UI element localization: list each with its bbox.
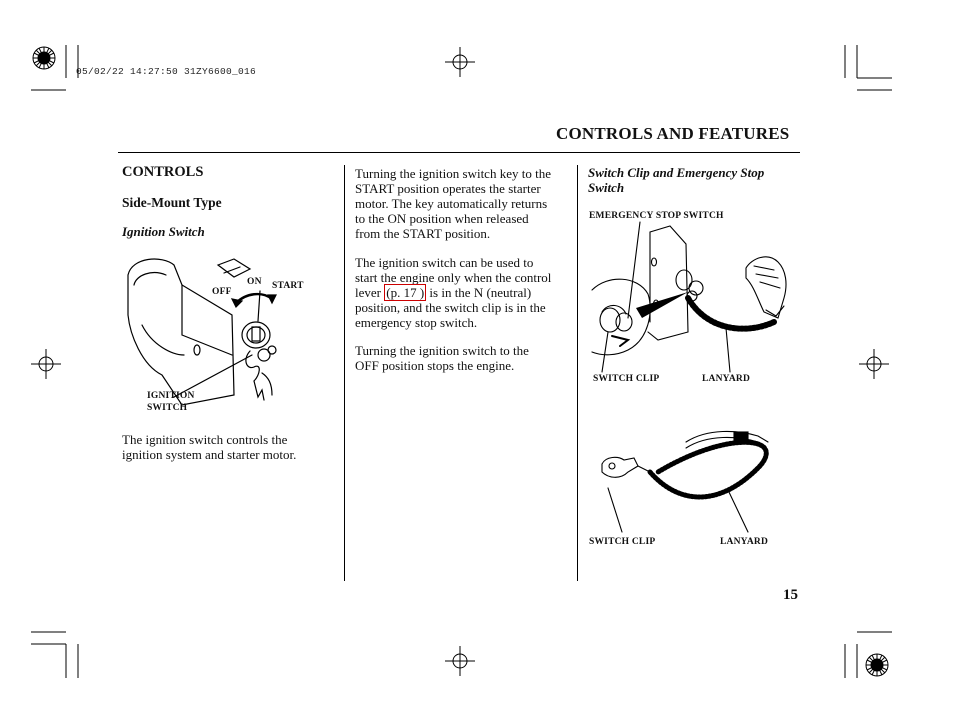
- label-start: START: [272, 281, 304, 291]
- print-stamp: 05/02/22 14:27:50 31ZY6600_016: [76, 66, 257, 77]
- section-title: CONTROLS AND FEATURES: [556, 124, 790, 143]
- page-number: 15: [783, 587, 798, 603]
- paragraph-3: Turning the ignition switch to the OFF position stops the engine.: [355, 343, 529, 373]
- label-off: OFF: [212, 287, 232, 297]
- label-ignition: IGNITION: [147, 391, 195, 401]
- page-reference-link[interactable]: (p. 17 ): [386, 285, 425, 300]
- lanyard-illustration: [598, 428, 788, 538]
- emergency-stop-illustration: [588, 222, 803, 372]
- label-switch-clip: SWITCH CLIP: [593, 374, 660, 384]
- label-switch: SWITCH: [147, 403, 188, 413]
- starburst-mark-icon: [865, 653, 889, 677]
- registration-target-icon: [445, 646, 475, 676]
- ignition-switch-heading: Ignition Switch: [122, 224, 205, 239]
- label-switch-clip: SWITCH CLIP: [589, 537, 656, 547]
- caption-line: ignition system and starter motor.: [122, 447, 297, 462]
- switch-clip-heading: Switch Clip and Emergency Stop Switch: [588, 165, 765, 195]
- registration-target-icon: [31, 349, 61, 379]
- column-divider: [577, 165, 578, 581]
- column-divider: [344, 165, 345, 581]
- controls-heading: CONTROLS: [122, 164, 204, 180]
- side-mount-heading: Side-Mount Type: [122, 195, 222, 210]
- caption-line: The ignition switch controls the: [122, 432, 288, 447]
- header-rule: [118, 152, 800, 153]
- paragraph-1: Turning the ignition switch key to the START position operates the starter motor. The key automatically returns to the ON position when released from the START position.: [355, 166, 551, 241]
- label-on: ON: [247, 277, 262, 287]
- label-emergency-stop-switch: EMERGENCY STOP SWITCH: [589, 211, 724, 221]
- starburst-mark-icon: [32, 46, 56, 70]
- registration-target-icon: [445, 47, 475, 77]
- paragraph-2: The ignition switch can be used to start the engine only when the control lever (p. 17 ) is in the N (neutral) position, and the switch clip is in the emergency stop switch.: [355, 255, 552, 330]
- label-lanyard: LANYARD: [720, 537, 769, 547]
- label-lanyard: LANYARD: [702, 374, 751, 384]
- registration-target-icon: [859, 349, 889, 379]
